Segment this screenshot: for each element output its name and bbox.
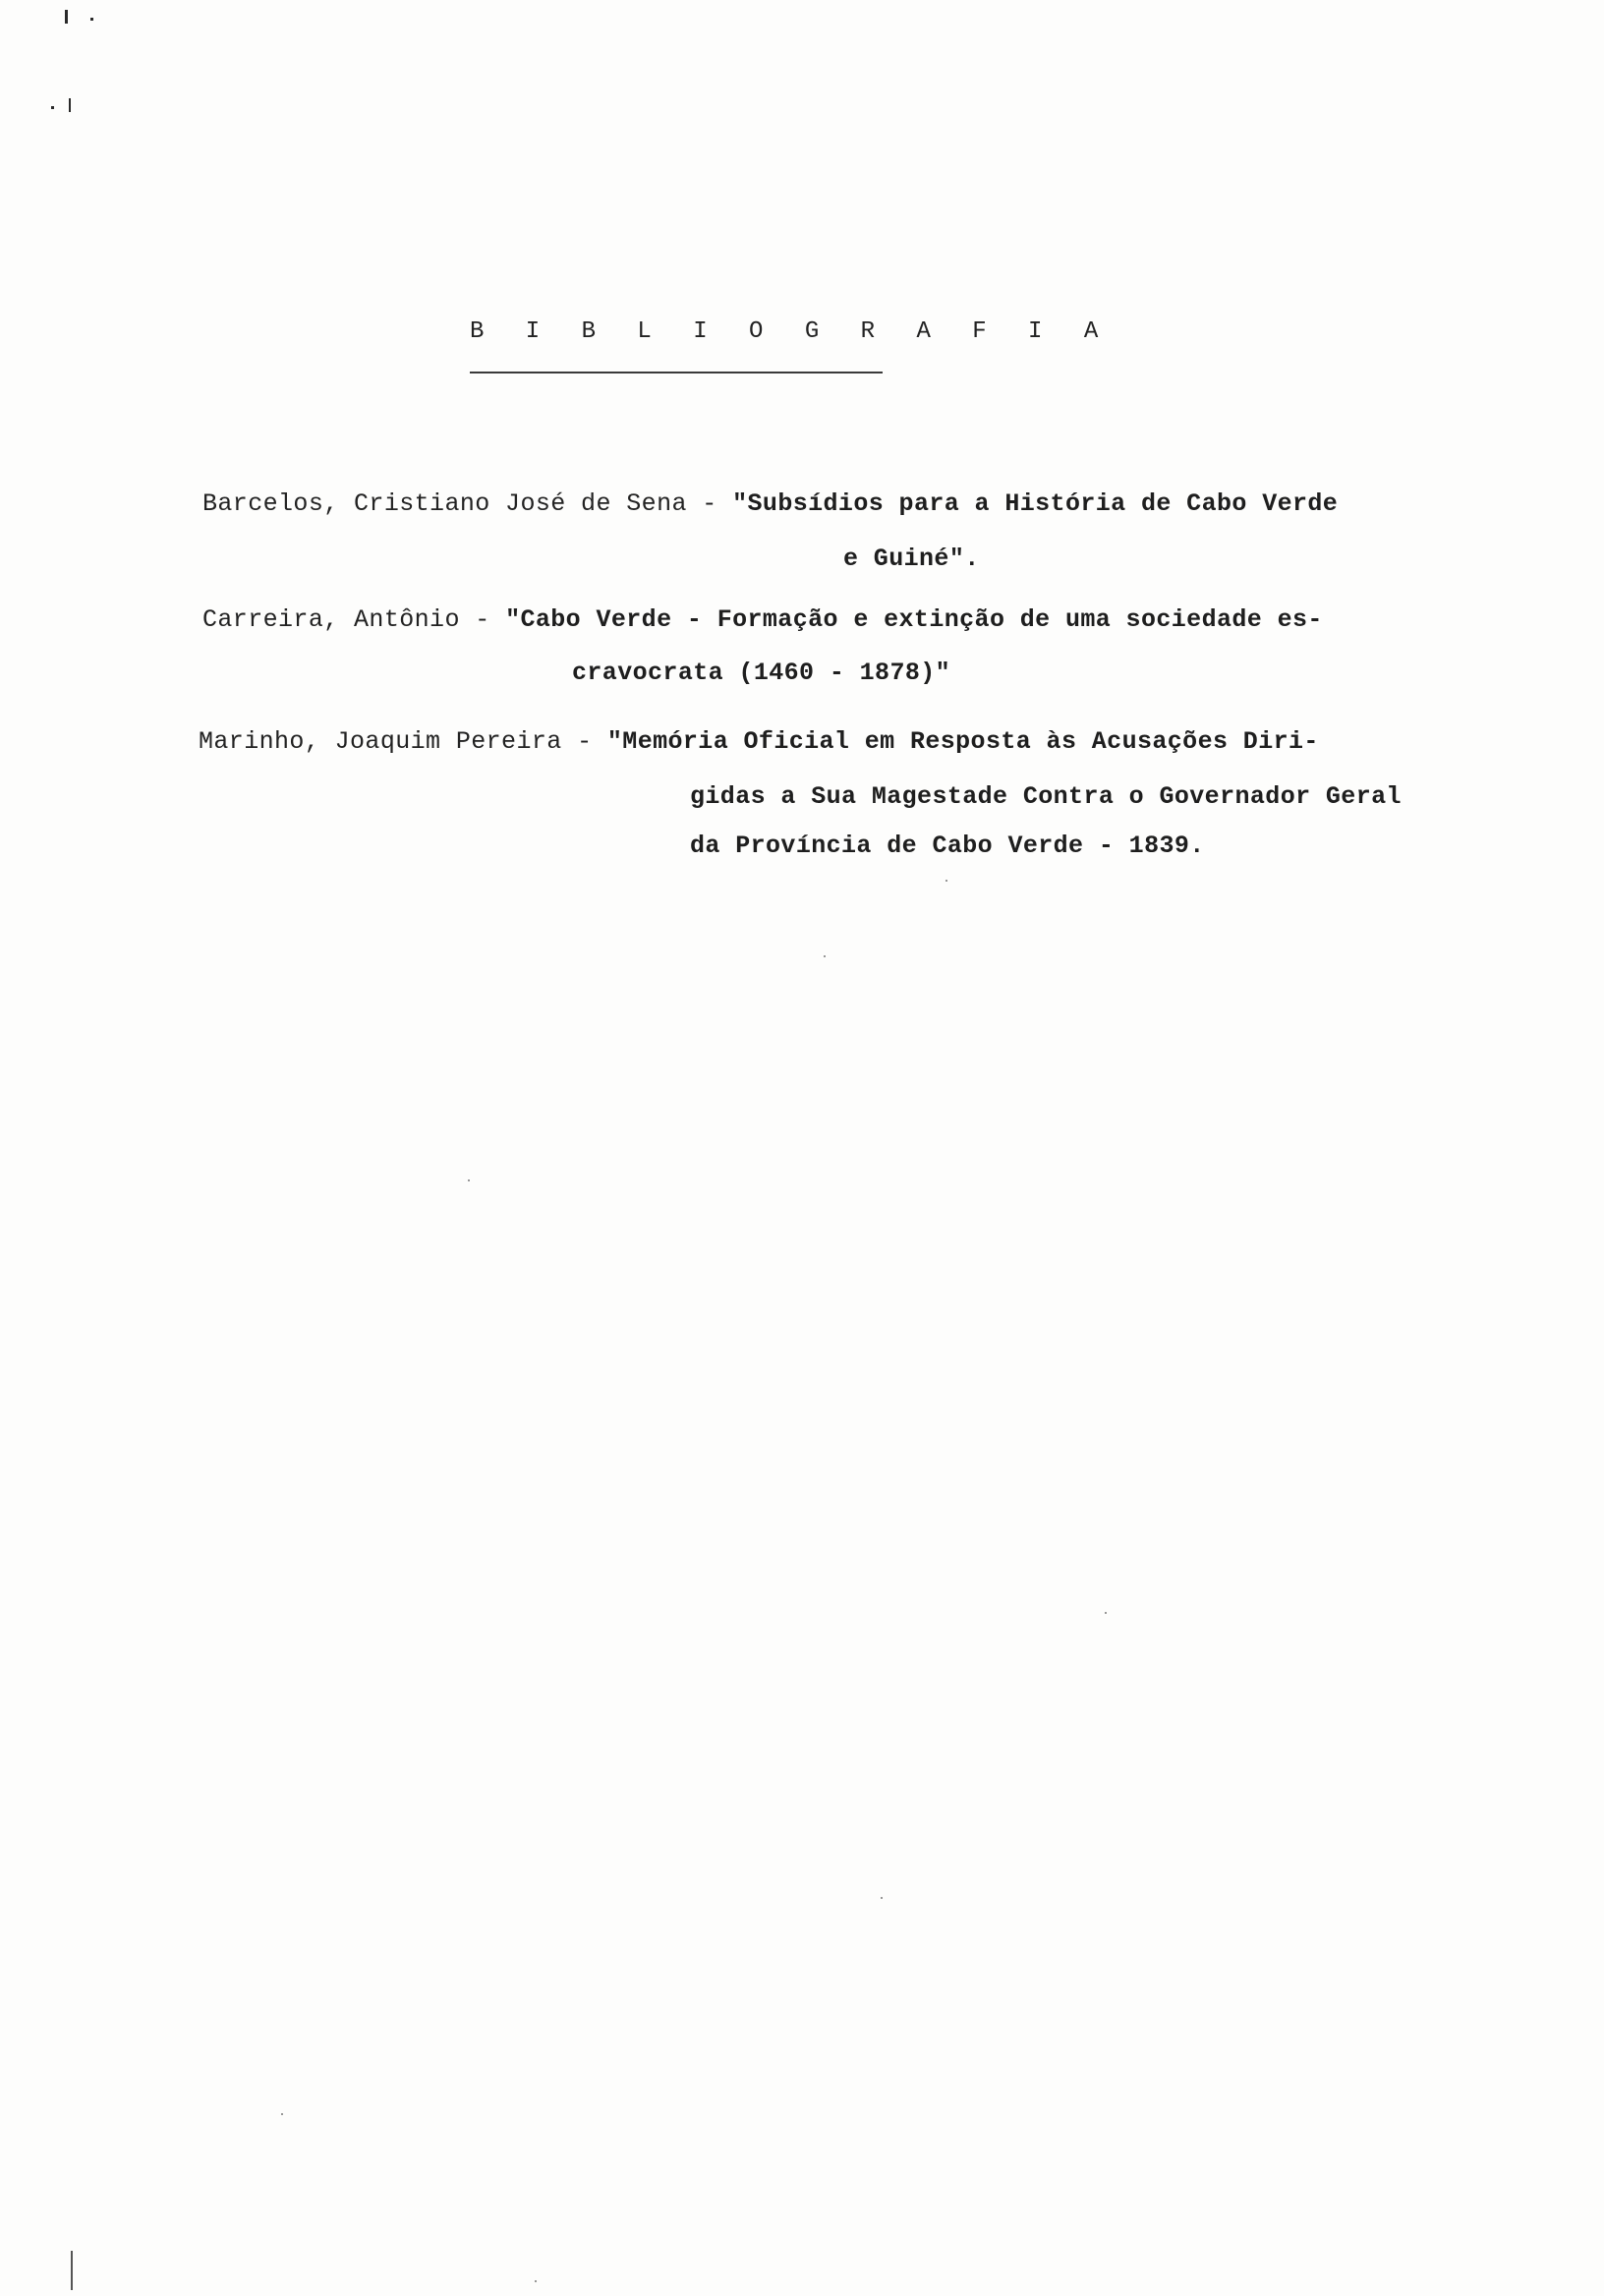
entry-3-title-line-2: gidas a Sua Magestade Contra o Governador Geral xyxy=(690,782,1402,811)
margin-mark-upper-dot xyxy=(51,106,54,109)
scan-speck xyxy=(824,955,826,957)
margin-mark-top-dot xyxy=(90,18,93,21)
title-underline xyxy=(470,372,883,373)
page-title: B I B L I O G R A F I A xyxy=(470,318,1113,345)
scan-speck xyxy=(535,2280,537,2282)
bibliography-entry-3-line-2 xyxy=(690,782,1402,811)
scan-speck xyxy=(881,1897,883,1899)
entry-1-title-line-2: e Guiné". xyxy=(843,545,980,573)
entry-2-title-line-2: cravocrata (1460 - 1878)" xyxy=(572,659,951,687)
bibliography-entry-2-line-2 xyxy=(572,659,950,687)
bibliography-entry-1-line-2 xyxy=(843,545,980,573)
entry-1-author: Barcelos, Cristiano José de Sena xyxy=(202,489,687,518)
entry-2-author: Carreira, Antônio xyxy=(202,605,460,634)
margin-mark-bottom xyxy=(71,2251,73,2290)
entry-3-separator: - xyxy=(561,727,607,756)
entry-3-author: Marinho, Joaquim Pereira xyxy=(199,727,562,756)
bibliography-entry-1-line-1 xyxy=(202,489,1338,518)
scan-speck xyxy=(945,880,947,882)
entry-3-title-line-1: "Memória Oficial em Resposta às Acusações Diri- xyxy=(606,727,1319,756)
entry-1-separator: - xyxy=(686,489,733,518)
bibliography-entry-3-line-1 xyxy=(199,727,1319,756)
entry-2-title-line-1: "Cabo Verde - Formação e extinção de uma sociedade es- xyxy=(505,605,1323,634)
scan-speck xyxy=(281,2113,283,2115)
margin-mark-top xyxy=(65,10,68,24)
bibliography-entry-2-line-1 xyxy=(202,605,1323,634)
entry-1-title-line-1: "Subsídios para a História de Cabo Verde xyxy=(732,489,1339,518)
scan-speck xyxy=(468,1179,470,1181)
scan-speck xyxy=(1105,1612,1107,1614)
entry-2-separator: - xyxy=(459,605,506,634)
entry-3-title-line-3: da Província de Cabo Verde - 1839. xyxy=(690,832,1205,860)
margin-mark-upper xyxy=(69,98,71,112)
bibliography-entry-3-line-3 xyxy=(690,832,1205,860)
